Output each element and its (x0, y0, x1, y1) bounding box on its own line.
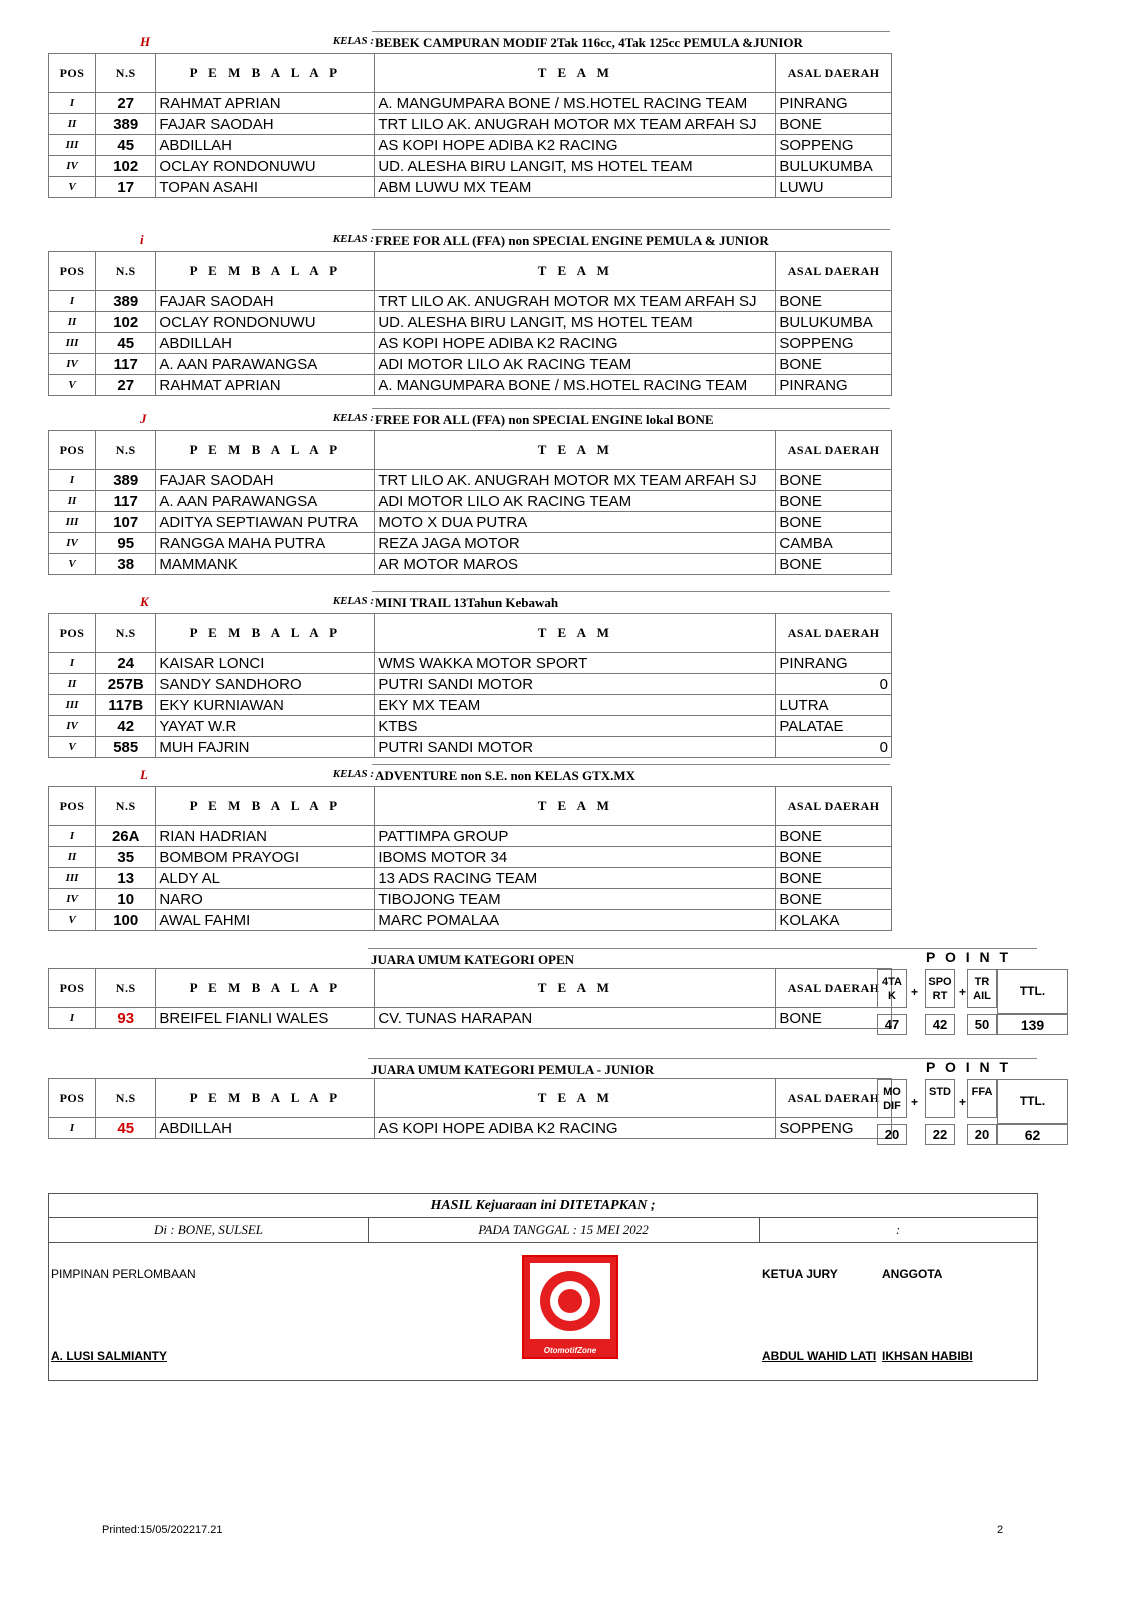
team-cell: AS KOPI HOPE ADIBA K2 RACING (375, 333, 776, 354)
table-row (49, 533, 892, 554)
class-block (48, 31, 892, 198)
rider-cell: ABDILLAH (156, 135, 375, 156)
pos-header: POS (49, 787, 96, 826)
pos-cell: III (49, 868, 96, 889)
pos-cell: II (49, 491, 96, 512)
pos-cell: I (49, 1118, 96, 1139)
team-cell: WMS WAKKA MOTOR SPORT (375, 653, 776, 674)
total-label: TTL. (997, 1079, 1068, 1124)
table-row (49, 156, 892, 177)
team-cell: UD. ALESHA BIRU LANGIT, MS HOTEL TEAM (375, 156, 776, 177)
class-letter: L (140, 767, 148, 782)
team-header: T E A M (375, 54, 776, 93)
point-title: P O I N T (926, 1059, 1012, 1075)
pos-cell: I (49, 826, 96, 847)
kelas-label: KELAS : (332, 768, 374, 780)
ns-cell: 100 (96, 910, 156, 931)
results-table (48, 430, 892, 575)
rider-cell: A. AAN PARAWANGSA (156, 354, 375, 375)
pos-cell: I (49, 470, 96, 491)
rider-cell: KAISAR LONCI (156, 653, 375, 674)
asal-cell: BONE (776, 114, 892, 135)
asal-cell: BONE (776, 826, 892, 847)
rider-cell: YAYAT W.R (156, 716, 375, 737)
class-name: ADVENTURE non S.E. non KELAS GTX.MX (372, 764, 890, 785)
ns-cell: 102 (96, 156, 156, 177)
rider-cell: MAMMANK (156, 554, 375, 575)
champion-table (48, 968, 892, 1029)
table-row (49, 1008, 892, 1029)
table-row (49, 114, 892, 135)
team-cell: TRT LILO AK. ANUGRAH MOTOR MX TEAM ARFAH SJ (375, 470, 776, 491)
ns-header: N.S (96, 252, 156, 291)
rider-cell: ABDILLAH (156, 1118, 375, 1139)
asal-cell: BONE (776, 291, 892, 312)
point-col-label: SPO RT (925, 969, 955, 1008)
asal-cell: LUWU (776, 177, 892, 198)
rider-cell: TOPAN ASAHI (156, 177, 375, 198)
rider-header: P E M B A L A P (156, 252, 375, 291)
champion-title: JUARA UMUM KATEGORI PEMULA - JUNIOR (368, 1058, 881, 1079)
pos-cell: IV (49, 716, 96, 737)
ketua-label: KETUA JURY (762, 1267, 838, 1281)
rider-cell: FAJAR SAODAH (156, 114, 375, 135)
class-block (48, 229, 892, 396)
table-row (49, 847, 892, 868)
champion-title: JUARA UMUM KATEGORI OPEN (368, 948, 881, 969)
result-title: HASIL Kejuaraan ini DITETAPKAN ; (49, 1194, 1037, 1218)
point-col-label: FFA (967, 1079, 997, 1118)
total-label: TTL. (997, 969, 1068, 1014)
class-letter: H (140, 34, 151, 49)
table-row (49, 491, 892, 512)
asal-header: ASAL DAERAH (776, 969, 892, 1008)
plus-sign: + (911, 985, 919, 999)
pos-cell: III (49, 695, 96, 716)
team-cell: EKY MX TEAM (375, 695, 776, 716)
team-cell: TIBOJONG TEAM (375, 889, 776, 910)
team-cell: AS KOPI HOPE ADIBA K2 RACING (375, 1118, 776, 1139)
rider-header: P E M B A L A P (156, 1079, 375, 1118)
pos-cell: V (49, 375, 96, 396)
kelas-label: KELAS : (332, 35, 374, 47)
page-number: 2 (997, 1524, 1004, 1536)
pimpinan-label: PIMPINAN PERLOMBAAN (51, 1267, 196, 1281)
pos-cell: I (49, 291, 96, 312)
asal-cell: BONE (776, 847, 892, 868)
table-row (49, 674, 892, 695)
ns-cell: 35 (96, 847, 156, 868)
ns-cell: 585 (96, 737, 156, 758)
team-header: T E A M (375, 969, 776, 1008)
pos-cell: V (49, 177, 96, 198)
ns-cell: 107 (96, 512, 156, 533)
table-row (49, 177, 892, 198)
rider-cell: EKY KURNIAWAN (156, 695, 375, 716)
anggota-label: ANGGOTA (882, 1267, 943, 1281)
rider-cell: NARO (156, 889, 375, 910)
asal-cell: BONE (776, 470, 892, 491)
class-name: FREE FOR ALL (FFA) non SPECIAL ENGINE PEMULA & JUNIOR (372, 229, 890, 250)
pos-cell: III (49, 333, 96, 354)
plus-sign: + (911, 1095, 919, 1109)
ketua-name: ABDUL WAHID LATI (762, 1349, 877, 1363)
asal-cell: PINRANG (776, 653, 892, 674)
team-cell: TRT LILO AK. ANUGRAH MOTOR MX TEAM ARFAH SJ (375, 291, 776, 312)
asal-cell: BONE (776, 512, 892, 533)
rider-cell: MUH FAJRIN (156, 737, 375, 758)
ns-cell: 117B (96, 695, 156, 716)
ns-header: N.S (96, 969, 156, 1008)
table-row (49, 653, 892, 674)
kelas-label: KELAS : (332, 412, 374, 424)
team-cell: PUTRI SANDI MOTOR (375, 737, 776, 758)
team-cell: AR MOTOR MAROS (375, 554, 776, 575)
team-header: T E A M (375, 787, 776, 826)
ns-cell: 45 (96, 135, 156, 156)
logo-icon (524, 1257, 616, 1357)
pos-cell: II (49, 312, 96, 333)
team-cell: CV. TUNAS HARAPAN (375, 1008, 776, 1029)
results-table (48, 251, 892, 396)
pos-cell: I (49, 653, 96, 674)
results-table (48, 613, 892, 758)
pos-cell: II (49, 674, 96, 695)
rider-cell: RIAN HADRIAN (156, 826, 375, 847)
anggota-name: IKHSAN HABIBI (882, 1349, 973, 1363)
ns-cell: 93 (96, 1008, 156, 1029)
class-block (48, 764, 892, 931)
pos-cell: I (49, 93, 96, 114)
rider-cell: AWAL FAHMI (156, 910, 375, 931)
pos-cell: III (49, 512, 96, 533)
ns-cell: 117 (96, 491, 156, 512)
asal-cell: BULUKUMBA (776, 312, 892, 333)
ns-header: N.S (96, 54, 156, 93)
table-row (49, 1118, 892, 1139)
team-cell: KTBS (375, 716, 776, 737)
results-table (48, 53, 892, 198)
total-value: 139 (997, 1014, 1068, 1035)
ns-cell: 42 (96, 716, 156, 737)
pos-cell: V (49, 554, 96, 575)
asal-header: ASAL DAERAH (776, 54, 892, 93)
pos-header: POS (49, 431, 96, 470)
rider-cell: ALDY AL (156, 868, 375, 889)
table-row (49, 291, 892, 312)
plus-sign: + (959, 985, 967, 999)
asal-cell: BONE (776, 554, 892, 575)
ns-cell: 17 (96, 177, 156, 198)
pos-cell: III (49, 135, 96, 156)
point-col-label: TR AIL (967, 969, 997, 1008)
team-header: T E A M (375, 431, 776, 470)
table-header-row (49, 614, 892, 653)
asal-cell: KOLAKA (776, 910, 892, 931)
team-cell: UD. ALESHA BIRU LANGIT, MS HOTEL TEAM (375, 312, 776, 333)
rider-cell: BREIFEL FIANLI WALES (156, 1008, 375, 1029)
rider-header: P E M B A L A P (156, 969, 375, 1008)
ns-header: N.S (96, 614, 156, 653)
ns-cell: 117 (96, 354, 156, 375)
table-row (49, 135, 892, 156)
ns-cell: 38 (96, 554, 156, 575)
table-header-row (49, 969, 892, 1008)
asal-cell: PINRANG (776, 375, 892, 396)
pos-header: POS (49, 969, 96, 1008)
point-col-value: 42 (925, 1014, 955, 1035)
pos-header: POS (49, 54, 96, 93)
team-cell: PUTRI SANDI MOTOR (375, 674, 776, 695)
pos-header: POS (49, 252, 96, 291)
rider-cell: FAJAR SAODAH (156, 470, 375, 491)
rider-cell: FAJAR SAODAH (156, 291, 375, 312)
class-block (48, 591, 892, 758)
class-letter: K (140, 594, 149, 609)
ns-cell: 45 (96, 1118, 156, 1139)
asal-header: ASAL DAERAH (776, 787, 892, 826)
table-row (49, 354, 892, 375)
table-header-row (49, 252, 892, 291)
otomotifzone-logo (522, 1255, 618, 1359)
ns-cell: 13 (96, 868, 156, 889)
class-header (48, 31, 892, 53)
ns-cell: 10 (96, 889, 156, 910)
rider-cell: ADITYA SEPTIAWAN PUTRA (156, 512, 375, 533)
asal-cell: SOPPENG (776, 333, 892, 354)
rider-cell: RAHMAT APRIAN (156, 93, 375, 114)
plus-sign: + (959, 1095, 967, 1109)
asal-cell: BONE (776, 1008, 892, 1029)
rider-cell: ABDILLAH (156, 333, 375, 354)
table-row (49, 93, 892, 114)
place-text: Di : BONE, SULSEL (49, 1217, 369, 1243)
ns-header: N.S (96, 787, 156, 826)
team-cell: 13 ADS RACING TEAM (375, 868, 776, 889)
table-row (49, 910, 892, 931)
pos-header: POS (49, 1079, 96, 1118)
asal-cell: BONE (776, 889, 892, 910)
ns-cell: 27 (96, 93, 156, 114)
pos-cell: II (49, 114, 96, 135)
ns-cell: 389 (96, 470, 156, 491)
table-header-row (49, 431, 892, 470)
point-col-label: STD (925, 1079, 955, 1118)
point-col-value: 20 (967, 1124, 997, 1145)
ns-cell: 389 (96, 291, 156, 312)
asal-cell: SOPPENG (776, 135, 892, 156)
pos-cell: V (49, 737, 96, 758)
pos-cell: IV (49, 533, 96, 554)
pos-cell: IV (49, 354, 96, 375)
team-cell: ABM LUWU MX TEAM (375, 177, 776, 198)
team-header: T E A M (375, 614, 776, 653)
class-name: MINI TRAIL 13Tahun Kebawah (372, 591, 890, 612)
table-row (49, 554, 892, 575)
team-cell: TRT LILO AK. ANUGRAH MOTOR MX TEAM ARFAH SJ (375, 114, 776, 135)
rider-cell: RANGGA MAHA PUTRA (156, 533, 375, 554)
asal-cell: CAMBA (776, 533, 892, 554)
class-letter: J (140, 411, 147, 426)
point-col-label: 4TA K (877, 969, 907, 1008)
rider-cell: BOMBOM PRAYOGI (156, 847, 375, 868)
table-row (49, 512, 892, 533)
asal-cell: SOPPENG (776, 1118, 892, 1139)
colon-text: : (759, 1217, 1037, 1243)
class-header (48, 591, 892, 613)
pos-cell: IV (49, 156, 96, 177)
table-row (49, 375, 892, 396)
team-cell: MOTO X DUA PUTRA (375, 512, 776, 533)
class-header (48, 408, 892, 430)
team-cell: PATTIMPA GROUP (375, 826, 776, 847)
table-row (49, 889, 892, 910)
pos-cell: I (49, 1008, 96, 1029)
asal-header: ASAL DAERAH (776, 614, 892, 653)
ns-cell: 26A (96, 826, 156, 847)
class-block (48, 408, 892, 575)
asal-cell: BONE (776, 868, 892, 889)
team-cell: A. MANGUMPARA BONE / MS.HOTEL RACING TEAM (375, 93, 776, 114)
kelas-label: KELAS : (332, 233, 374, 245)
class-letter: i (140, 232, 144, 247)
ns-header: N.S (96, 431, 156, 470)
ns-cell: 102 (96, 312, 156, 333)
table-header-row (49, 54, 892, 93)
pos-cell: II (49, 847, 96, 868)
table-row (49, 333, 892, 354)
asal-header: ASAL DAERAH (776, 252, 892, 291)
team-cell: A. MANGUMPARA BONE / MS.HOTEL RACING TEAM (375, 375, 776, 396)
printed-timestamp: Printed:15/05/202217.21 (102, 1524, 223, 1536)
class-name: FREE FOR ALL (FFA) non SPECIAL ENGINE lokal BONE (372, 408, 890, 429)
asal-cell: PINRANG (776, 93, 892, 114)
point-col-value: 20 (877, 1124, 907, 1145)
table-header-row (49, 787, 892, 826)
asal-cell: BONE (776, 354, 892, 375)
asal-cell: 0 (776, 674, 892, 695)
pos-header: POS (49, 614, 96, 653)
class-header (48, 764, 892, 786)
team-cell: MARC POMALAA (375, 910, 776, 931)
ns-cell: 45 (96, 333, 156, 354)
logo-text: OtomotifZone (543, 1346, 597, 1355)
table-row (49, 716, 892, 737)
table-row (49, 312, 892, 333)
table-header-row (49, 1079, 892, 1118)
team-cell: REZA JAGA MOTOR (375, 533, 776, 554)
asal-header: ASAL DAERAH (776, 1079, 892, 1118)
ns-cell: 27 (96, 375, 156, 396)
table-row (49, 737, 892, 758)
point-col-value: 22 (925, 1124, 955, 1145)
rider-cell: A. AAN PARAWANGSA (156, 491, 375, 512)
team-header: T E A M (375, 252, 776, 291)
rider-header: P E M B A L A P (156, 54, 375, 93)
kelas-label: KELAS : (332, 595, 374, 607)
asal-cell: LUTRA (776, 695, 892, 716)
pimpinan-name: A. LUSI SALMIANTY (51, 1349, 167, 1363)
rider-header: P E M B A L A P (156, 431, 375, 470)
rider-header: P E M B A L A P (156, 787, 375, 826)
table-row (49, 826, 892, 847)
point-col-value: 47 (877, 1014, 907, 1035)
asal-cell: PALATAE (776, 716, 892, 737)
table-row (49, 868, 892, 889)
point-col-label: MO DIF (877, 1079, 907, 1118)
class-header (48, 229, 892, 251)
point-col-value: 50 (967, 1014, 997, 1035)
asal-cell: 0 (776, 737, 892, 758)
asal-cell: BONE (776, 491, 892, 512)
ns-cell: 95 (96, 533, 156, 554)
champion-table (48, 1078, 892, 1139)
point-title: P O I N T (926, 949, 1012, 965)
team-cell: AS KOPI HOPE ADIBA K2 RACING (375, 135, 776, 156)
total-value: 62 (997, 1124, 1068, 1145)
rider-cell: RAHMAT APRIAN (156, 375, 375, 396)
pos-cell: IV (49, 889, 96, 910)
table-row (49, 695, 892, 716)
asal-header: ASAL DAERAH (776, 431, 892, 470)
asal-cell: BULUKUMBA (776, 156, 892, 177)
results-table (48, 786, 892, 931)
team-header: T E A M (375, 1079, 776, 1118)
rider-cell: OCLAY RONDONUWU (156, 312, 375, 333)
ns-cell: 24 (96, 653, 156, 674)
rider-cell: SANDY SANDHORO (156, 674, 375, 695)
ns-header: N.S (96, 1079, 156, 1118)
date-text: PADA TANGGAL : 15 MEI 2022 (368, 1217, 760, 1243)
ns-cell: 389 (96, 114, 156, 135)
rider-header: P E M B A L A P (156, 614, 375, 653)
team-cell: ADI MOTOR LILO AK RACING TEAM (375, 354, 776, 375)
class-name: BEBEK CAMPURAN MODIF 2Tak 116cc, 4Tak 125cc PEMULA &JUNIOR (372, 31, 890, 52)
ns-cell: 257B (96, 674, 156, 695)
team-cell: IBOMS MOTOR 34 (375, 847, 776, 868)
rider-cell: OCLAY RONDONUWU (156, 156, 375, 177)
table-row (49, 470, 892, 491)
pos-cell: V (49, 910, 96, 931)
team-cell: ADI MOTOR LILO AK RACING TEAM (375, 491, 776, 512)
